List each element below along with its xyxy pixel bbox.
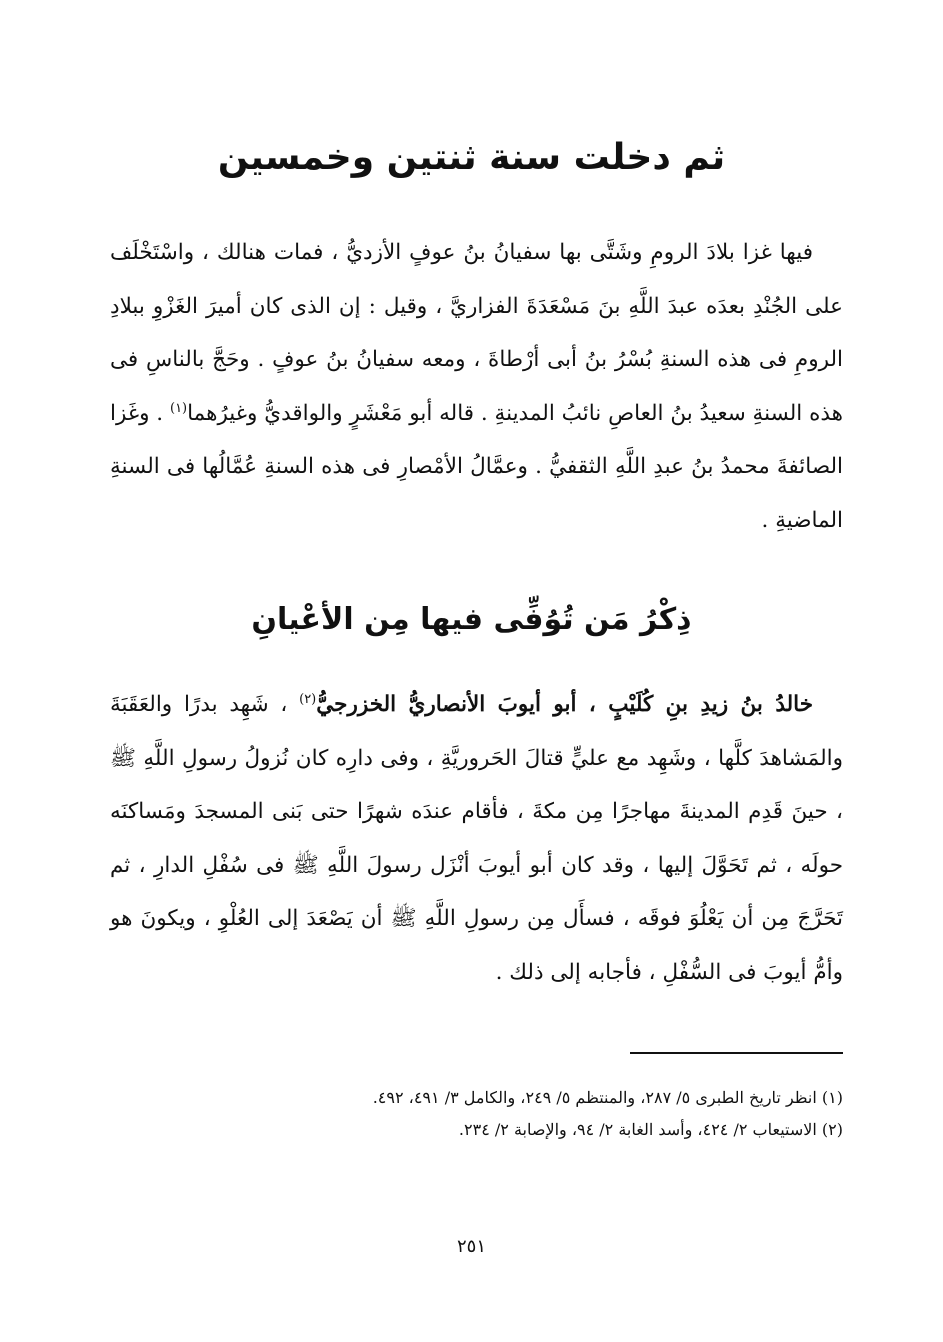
paragraph-year-events — [110, 226, 843, 548]
footnote-marker-1: (١) — [169, 400, 188, 416]
paragraph-biography — [110, 678, 843, 1000]
biography-name: خالدُ بنُ زيدِ بنِ كُلَيْبٍ ، أبو أيوبَ الأنصاريُّ الخزرجيُّ — [316, 692, 814, 717]
page-number: ٢٥١ — [456, 1236, 486, 1257]
footnote-2: (٢) الاستيعاب ٢/ ٤٢٤، وأسد الغابة ٢/ ٩٤، والإصابة ٢/ ٢٣٤. — [458, 1120, 843, 1139]
biography-text: ، شَهِد بدرًا والعَقَبَةَ والمَشاهدَ كلَّها ، وشَهِد مع عليٍّ قتالَ الحَروريَّةِ ، وفى دارِه كان نُزولُ رسولِ اللَّهِ ﷺ ، حينَ قَدِم المدينةَ مهاجرًا مِن مكةَ ، فأقام عندَه شهرًا حتى بَنى المسجدَ ومَساكنَه حولَه ، ثم تَحَوَّلَ إليها ، وقد كان أبو أيوبَ أنْزَل رسولَ اللَّهِ ﷺ فى سُفْلِ الدارِ ، ثم تَحَرَّجَ مِن أن يَعْلُوَ فوقَه ، فسأَل مِن رسولِ اللَّهِ ﷺ أن يَصْعَدَ إلى العُلْوِ ، ويكونَ هو وأمُّ أيوبَ فى السُّفْلِ ، فأجابه إلى ذلك . — [110, 692, 843, 985]
footnote-1: (١) انظر تاريخ الطبرى ٥/ ٢٨٧، والمنتظم ٥/ ٢٤٩، والكامل ٣/ ٤٩١، ٤٩٢. — [372, 1088, 843, 1107]
paragraph-text: فيها غزا بلادَ الرومِ وشَتَّى بها سفيانُ بنُ عوفٍ الأزديُّ ، فمات هنالك ، واسْتَخْلَف على الجُنْدِ بعدَه عبدَ اللَّهِ بنَ مَسْعَدَةَ الفزاريَّ ، وقيل : إن الذى كان أميرَ الغَزْوِ ببلادِ الرومِ فى هذه السنةِ بُسْرُ بنُ أبى أرْطاةَ ، ومعه سفيانُ بنُ عوفٍ . وحَجَّ بالناسِ فى هذه السنةِ سعيدُ بنُ العاصِ نائبُ المدينةِ . قاله أبو مَعْشَرٍ والواقديُّ وغيرُهما — [110, 240, 843, 426]
section-heading: ذِكْرُ مَن تُوُفِّى فيها مِن الأعْيانِ — [251, 602, 692, 637]
footnote-separator — [630, 1052, 843, 1054]
footnotes — [110, 1082, 843, 1146]
chapter-heading: ثم دخلت سنة ثنتين وخمسين — [217, 137, 726, 178]
paragraph-text-continued: . وغَزا الصائفةَ محمدُ بنُ عبدِ اللَّهِ الثقفيُّ . وعمَّالُ الأمْصارِ فى هذه السنةِ عُمَّالُها فى السنةِ الماضيةِ . — [110, 400, 843, 533]
footnote-marker-2: (٢) — [299, 691, 317, 707]
